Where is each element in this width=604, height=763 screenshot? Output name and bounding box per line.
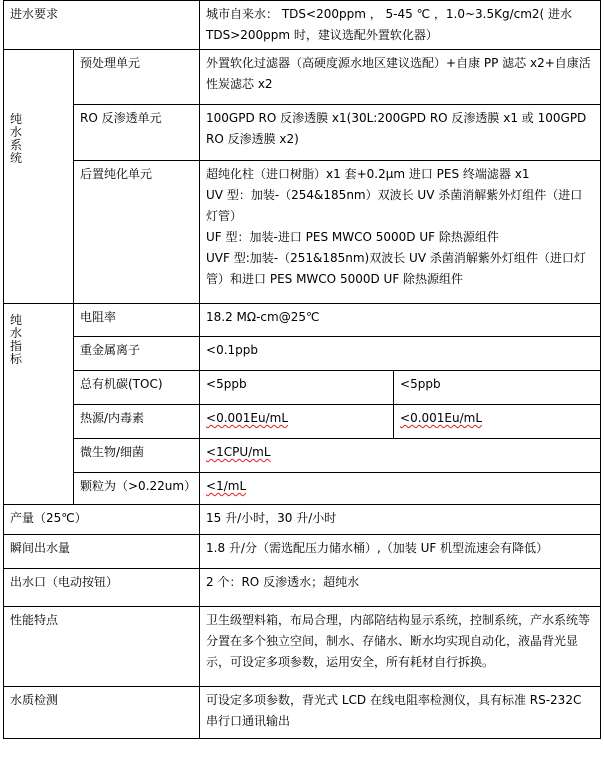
value-instant-flow: 1.8 升/分（需选配压力储水桶）,（加装 UF 机型流速会有降低） <box>200 535 601 569</box>
row-inlet <box>4 1 601 50</box>
value-pretreatment: 外置软化过滤器（高硬度源水地区建议选配）+自康 PP 滤芯 x2+自康活性炭滤芯 x2 <box>200 50 601 105</box>
label-resistivity: 电阻率 <box>74 304 200 337</box>
label-pyrogen: 热源/内毒素 <box>74 405 200 439</box>
row-pretreatment <box>4 50 601 105</box>
label-inlet: 进水要求 <box>4 1 200 50</box>
row-particle <box>4 473 601 505</box>
label-testing: 水质检测 <box>4 687 200 739</box>
row-microbe <box>4 439 601 473</box>
label-pretreatment: 预处理单元 <box>74 50 200 105</box>
post-line-2: UV 型：加装-（254&185nm）双波长 UV 杀菌消解紫外灯组件（进口灯管） <box>206 188 583 223</box>
row-toc <box>4 371 601 405</box>
value-pyrogen-b-text: <0.001Eu/mL <box>400 411 483 425</box>
value-outlet: 2 个：RO 反渗透水；超纯水 <box>200 569 601 607</box>
label-instant-flow: 瞬间出水量 <box>4 535 200 569</box>
row-pyrogen <box>4 405 601 439</box>
value-ro: 100GPD RO 反渗透膜 x1(30L:200GPD RO 反渗透膜 x1 或 100GPD RO 反渗透膜 x2) <box>200 105 601 161</box>
value-pyrogen-a-text: <0.001Eu/mL <box>206 411 289 425</box>
value-particle-text: <1/mL <box>206 479 247 493</box>
post-line-1: 超纯化柱（进口树脂）x1 套+0.2μm 进口 PES 终端滤器 x1 <box>206 167 530 181</box>
value-inlet: 城市自来水： TDS<200ppm ， 5-45 ℃ ，1.0~3.5Kg/cm2( 进水 TDS>200ppm 时，建议选配外置软化器） <box>200 1 601 50</box>
row-ro <box>4 105 601 161</box>
label-post: 后置纯化单元 <box>74 161 200 304</box>
value-toc-b: <5ppb <box>394 371 601 405</box>
row-heavy-metal <box>4 337 601 371</box>
label-output: 产量（25℃） <box>4 505 200 535</box>
value-testing: 可设定多项参数，背光式 LCD 在线电阻率检测仪，具有标准 RS-232C 串行口通讯输出 <box>200 687 601 739</box>
value-microbe <box>200 439 601 473</box>
label-particle: 颗粒为（>0.22um） <box>74 473 200 505</box>
label-toc: 总有机碳(TOC) <box>74 371 200 405</box>
row-post <box>4 161 601 304</box>
label-ro: RO 反渗透单元 <box>74 105 200 161</box>
value-pyrogen-b <box>394 405 601 439</box>
row-output <box>4 505 601 535</box>
value-particle <box>200 473 601 505</box>
row-outlet <box>4 569 601 607</box>
row-features <box>4 607 601 687</box>
value-microbe-text: <1CPU/mL <box>206 445 271 459</box>
value-toc-a: <5ppb <box>200 371 394 405</box>
value-post <box>200 161 601 304</box>
group-label-index: 纯水指标 <box>10 313 23 366</box>
post-line-4: UVF 型:加装-（251&185nm)双波长 UV 杀菌消解紫外灯组件（进口灯管）和进口 PES MWCO 5000D UF 除热源组件 <box>206 251 586 286</box>
group-pure-water-system <box>4 50 74 304</box>
label-outlet: 出水口（电动按钮） <box>4 569 200 607</box>
value-heavy-metal: <0.1ppb <box>200 337 601 371</box>
label-microbe: 微生物/细菌 <box>74 439 200 473</box>
row-instant-flow <box>4 535 601 569</box>
spec-table <box>3 0 601 739</box>
value-output: 15 升/小时，30 升/小时 <box>200 505 601 535</box>
value-features: 卫生级塑料箱，布局合理，内部陪结构显示系统，控制系统，产水系统等分置在多个独立空间，制水、存储水、断水均实现自动化，液晶背光显示，可设定多项参数，运用安全，所有耗材自行拆换。 <box>200 607 601 687</box>
row-resistivity <box>4 304 601 337</box>
label-heavy-metal: 重金属离子 <box>74 337 200 371</box>
group-pure-water-index <box>4 304 74 505</box>
label-features: 性能特点 <box>4 607 200 687</box>
value-pyrogen-a <box>200 405 394 439</box>
post-line-3: UF 型：加装-进口 PES MWCO 5000D UF 除热源组件 <box>206 230 499 244</box>
value-resistivity: 18.2 MΩ-cm@25℃ <box>200 304 601 337</box>
group-label-system: 纯水系统 <box>10 112 23 165</box>
row-testing <box>4 687 601 739</box>
